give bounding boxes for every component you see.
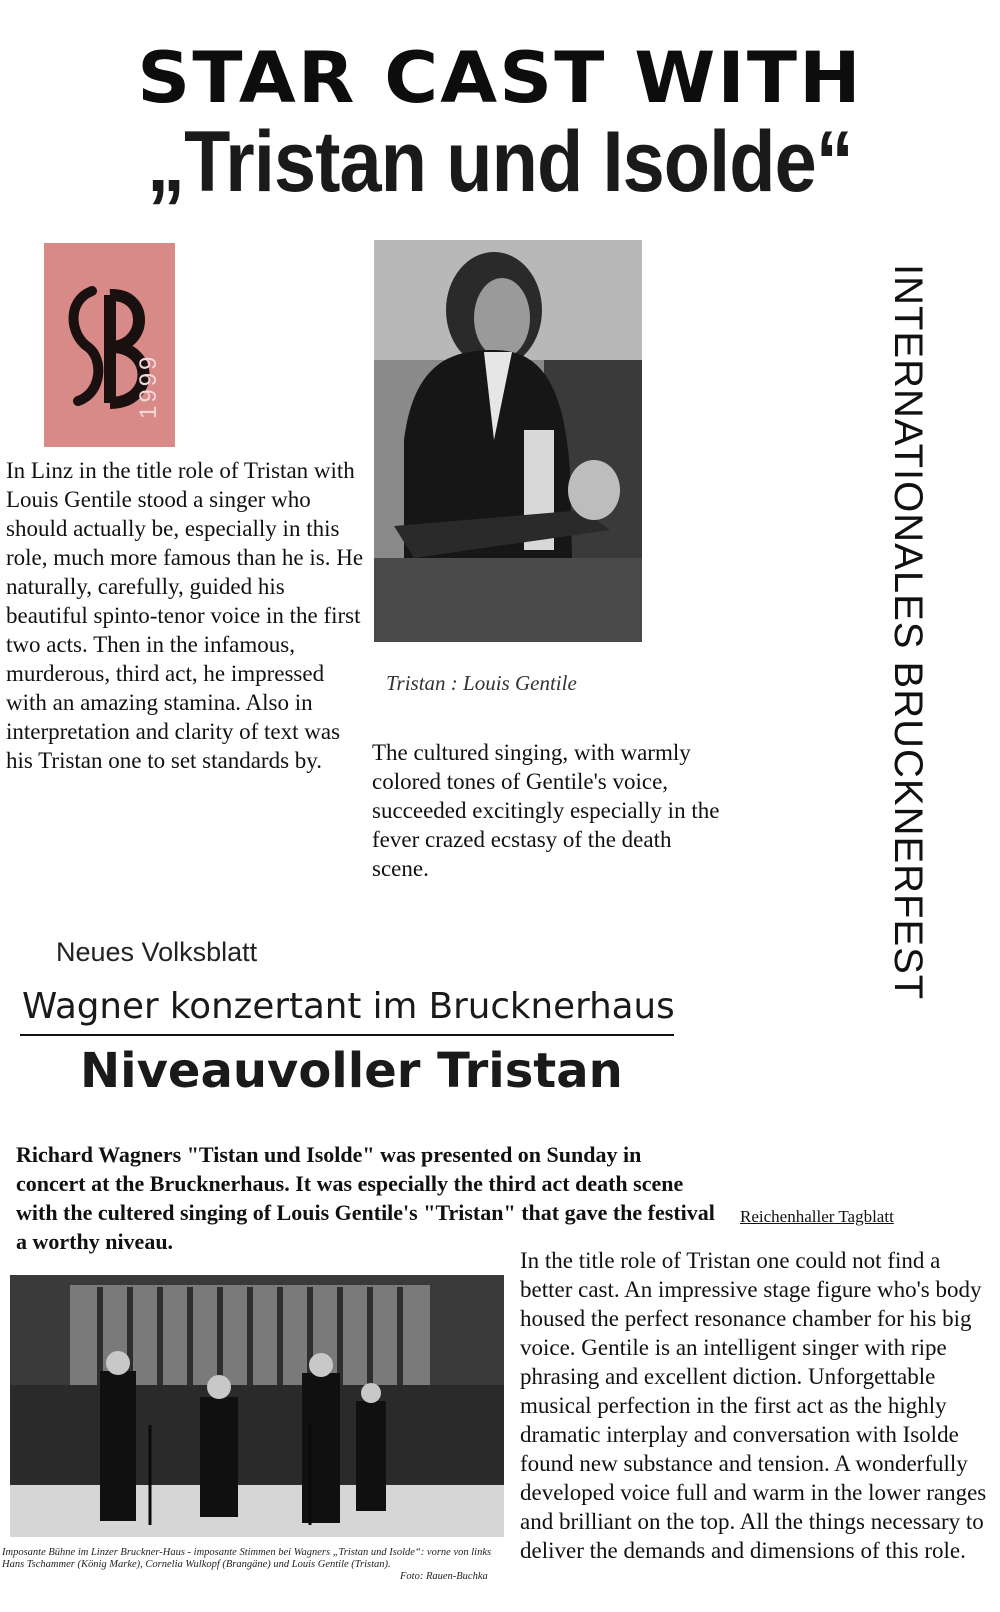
headline-line-1: STAR CAST WITH: [137, 37, 863, 119]
festival-name-vertical: INTERNATIONALES BRUCKNERFEST: [886, 264, 930, 1001]
photo-tristan-portrait: [374, 240, 642, 642]
article-2-headline: Niveauvoller Tristan: [80, 1043, 623, 1099]
photo-credit: Foto: Rauen-Buchka: [400, 1571, 488, 1582]
newspaper-name-tagblatt: Reichenhaller Tagblatt: [740, 1207, 894, 1226]
headline-rule: [20, 1034, 674, 1036]
headline-line-2: „Tristan und Isolde“: [147, 114, 853, 210]
festival-logo: [44, 243, 175, 447]
article-2-lead: Richard Wagners "Tistan und Isolde" was presented on Sunday in concert at the Brucknerhaus. It was especially the third act death scene with the cultered singing of Louis Gentile's "Tristan" that gave the festival a worthy niveau.: [16, 1142, 715, 1254]
article-1-paragraph: In Linz in the title role of Tristan with Louis Gentile stood a singer who should actually be, especially in this role, much more famous than he is. He naturally, carefully, guided his beautiful spinto-tenor voice in the first two acts. Then in the infamous, murderous, third act, he impressed with an amazing stamina. Also in interpretation and clarity of text was his Tristan one to set standards by.: [6, 458, 364, 773]
logo-year: 1999: [135, 353, 162, 419]
article-3-paragraph: In the title role of Tristan one could not find a better cast. An impressive stage figure who's body housed the perfect resonance chamber for his big voice. Gentile is an intelligent singer with ripe phrasing and excellent diction. Unforgettable musical perfection in the first act as the highly dramatic interplay and conversation with Isolde found new substance and tension. A wonderfully developed voice full and warm in the lower ranges and brilliant on the top. All the things necessary to deliver the demands and dimensions of this role.: [520, 1248, 987, 1563]
newspaper-name-volksblatt: Neues Volksblatt: [56, 937, 258, 967]
photo-caption-stage: Imposante Bühne im Linzer Bruckner-Haus - imposante Stimmen bei Wagners „Tristan und Isolde“: vorne von links Hans Tschammer (König Marke), Cornelia Wulkopf (Brangäne) und Louis Gentile (Tristan).: [2, 1547, 492, 1570]
photo-concert-stage: [10, 1275, 504, 1537]
article-2-kicker: Wagner konzertant im Brucknerhaus: [22, 986, 675, 1027]
article-1-paragraph-2: The cultured singing, with warmly colored tones of Gentile's voice, succeeded excitingly especially in the fever crazed ecstasy of the death scene.: [372, 740, 720, 881]
photo-caption-tristan: Tristan : Louis Gentile: [386, 671, 577, 695]
